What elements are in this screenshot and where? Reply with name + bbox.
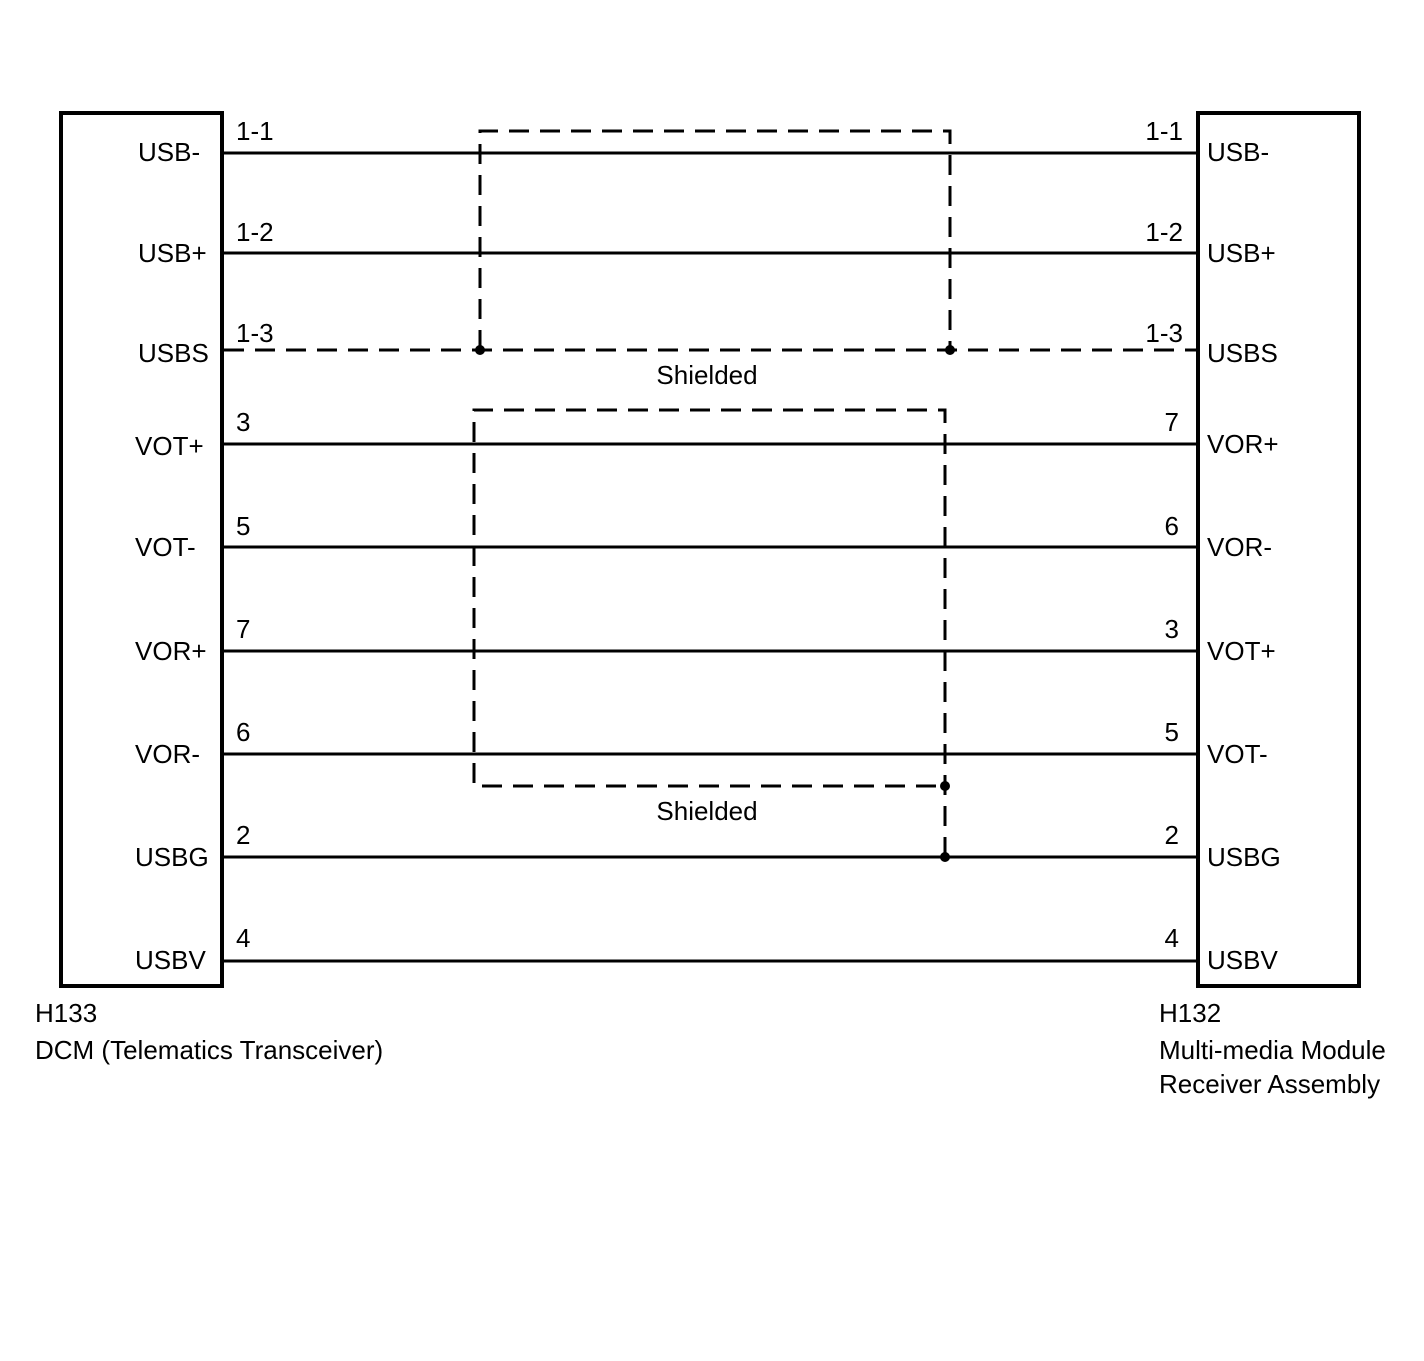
left-signal-label: VOT- [135, 532, 196, 562]
right-connector-code: H132 [1159, 998, 1222, 1028]
left-pin-number: 7 [236, 614, 251, 644]
upper-shield-outline [480, 131, 950, 350]
right-signal-label: USB- [1207, 137, 1270, 167]
right-connector-name-line1: Multi-media Module [1159, 1035, 1386, 1065]
right-connector-name-line2: Receiver Assembly [1159, 1069, 1381, 1099]
right-pin-number: 5 [1164, 717, 1179, 747]
left-signal-label: VOT+ [135, 431, 204, 461]
right-signal-label: USBS [1207, 338, 1278, 368]
left-signal-label: USBS [138, 338, 209, 368]
right-signal-label: USBV [1207, 945, 1278, 975]
right-pin-number: 6 [1164, 511, 1179, 541]
lower-shield-label: Shielded [656, 796, 758, 826]
right-signal-label: VOR+ [1207, 429, 1279, 459]
left-pin-number: 1-1 [236, 116, 274, 146]
left-pin-number: 3 [236, 407, 251, 437]
left-pin-number: 6 [236, 717, 251, 747]
right-pin-number: 7 [1164, 407, 1179, 437]
left-signal-label: USBV [135, 945, 206, 975]
lower-shield-junction-top [940, 781, 950, 791]
right-pin-number: 1-2 [1145, 217, 1183, 247]
left-pin-number: 2 [236, 820, 251, 850]
left-signal-label: USB- [138, 137, 201, 167]
left-pin-number: 5 [236, 511, 251, 541]
right-pin-number: 1-1 [1145, 116, 1183, 146]
right-pin-number: 3 [1164, 614, 1179, 644]
upper-shield-label: Shielded [656, 360, 758, 390]
upper-shield-junction-left [475, 345, 485, 355]
right-signal-label: VOT+ [1207, 636, 1276, 666]
left-connector-code: H133 [35, 998, 98, 1028]
left-signal-label: VOR- [135, 739, 200, 769]
left-signal-label: VOR+ [135, 636, 207, 666]
right-pin-number: 4 [1164, 923, 1179, 953]
upper-shield-junction-right [945, 345, 955, 355]
left-pin-number: 4 [236, 923, 251, 953]
right-signal-label: VOT- [1207, 739, 1268, 769]
right-signal-label: VOR- [1207, 532, 1272, 562]
right-pin-number: 2 [1164, 820, 1179, 850]
left-pin-number: 1-2 [236, 217, 274, 247]
left-signal-label: USB+ [138, 238, 207, 268]
lower-shield-junction-ground [940, 852, 950, 862]
right-signal-label: USBG [1207, 842, 1281, 872]
left-pin-number: 1-3 [236, 318, 274, 348]
left-connector-name: DCM (Telematics Transceiver) [35, 1035, 384, 1065]
right-pin-number: 1-3 [1145, 318, 1183, 348]
right-signal-label: USB+ [1207, 238, 1276, 268]
lower-shield-outline [474, 410, 945, 857]
left-signal-label: USBG [135, 842, 209, 872]
